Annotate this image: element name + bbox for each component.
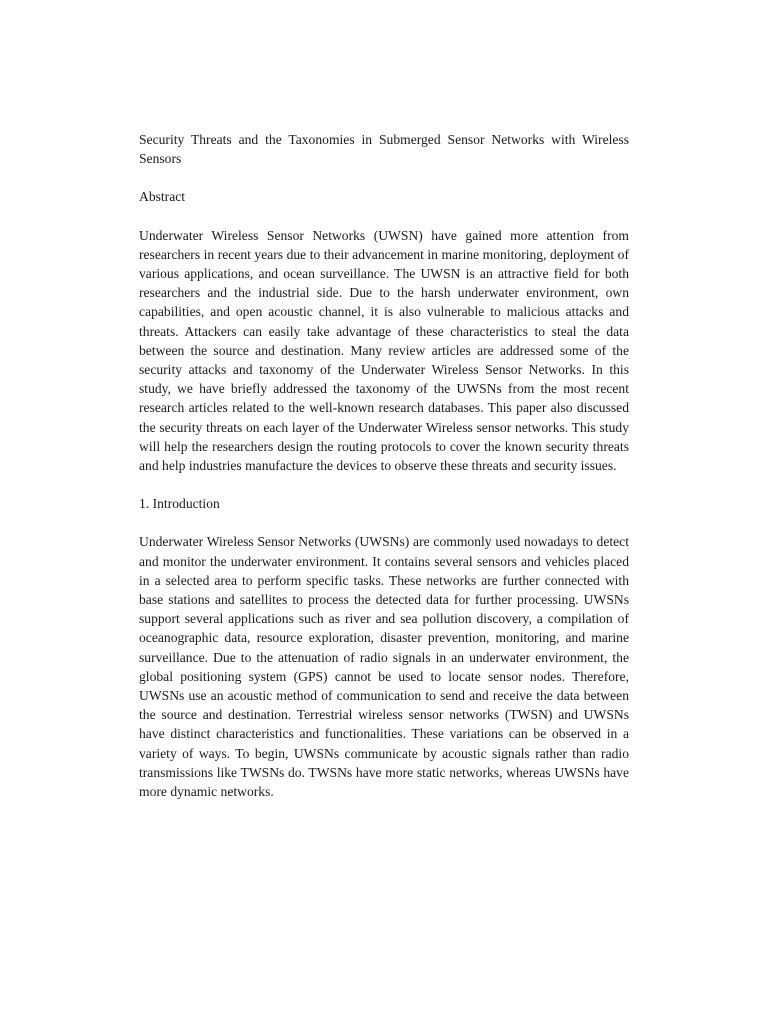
abstract-heading: Abstract bbox=[139, 189, 186, 205]
introduction-paragraph: Underwater Wireless Sensor Networks (UWSNs) are commonly used nowadays to detect and monitor the underwater environment. It contains several sensors and vehicles placed in a selected area to perform specific tasks. These networks are further connected with base stations and satellites to process the detected data for further processing. UWSNs support several applications such as river and sea pollution discovery, a compilation of oceanographic data, resource exploration, disaster prevention, monitoring, and marine surveillance. Due to the attenuation of radio signals in an underwater environment, the global positioning system (GPS) cannot be used to locate sensor nodes. Therefore, UWSNs use an acoustic method of communication to send and receive the data between the source and destination. Terrestrial wireless sensor networks (TWSN) and UWSNs have distinct characteristics and functionalities. These variations can be observed in a variety of ways. To begin, UWSNs communicate by acoustic signals rather than radio transmissions like TWSNs do. TWSNs have more static networks, whereas UWSNs have more dynamic networks. bbox=[139, 534, 629, 800]
paper-page bbox=[139, 130, 629, 801]
introduction-heading: 1. Introduction bbox=[139, 496, 220, 512]
paper-title: Security Threats and the Taxonomies in Submerged Sensor Networks with Wireless Sensors bbox=[139, 132, 629, 167]
abstract-paragraph: Underwater Wireless Sensor Networks (UWSN) have gained more attention from researchers in recent years due to their advancement in marine monitoring, deployment of various applications, and ocean surveillance. The UWSN is an attractive field for both researchers and the industrial side. Due to the harsh underwater environment, own capabilities, and open acoustic channel, it is also vulnerable to malicious attacks and threats. Attackers can easily take advantage of these characteristics to steal the data between the source and destination. Many review articles are addressed some of the security attacks and taxonomy of the Underwater Wireless Sensor Networks. In this study, we have briefly addressed the taxonomy of the UWSNs from the most recent research articles related to the well-known research databases. This paper also discussed the security threats on each layer of the Underwater Wireless sensor networks. This study will help the researchers design the routing protocols to cover the known security threats and help industries manufacture the devices to observe these threats and security issues. bbox=[139, 227, 629, 474]
